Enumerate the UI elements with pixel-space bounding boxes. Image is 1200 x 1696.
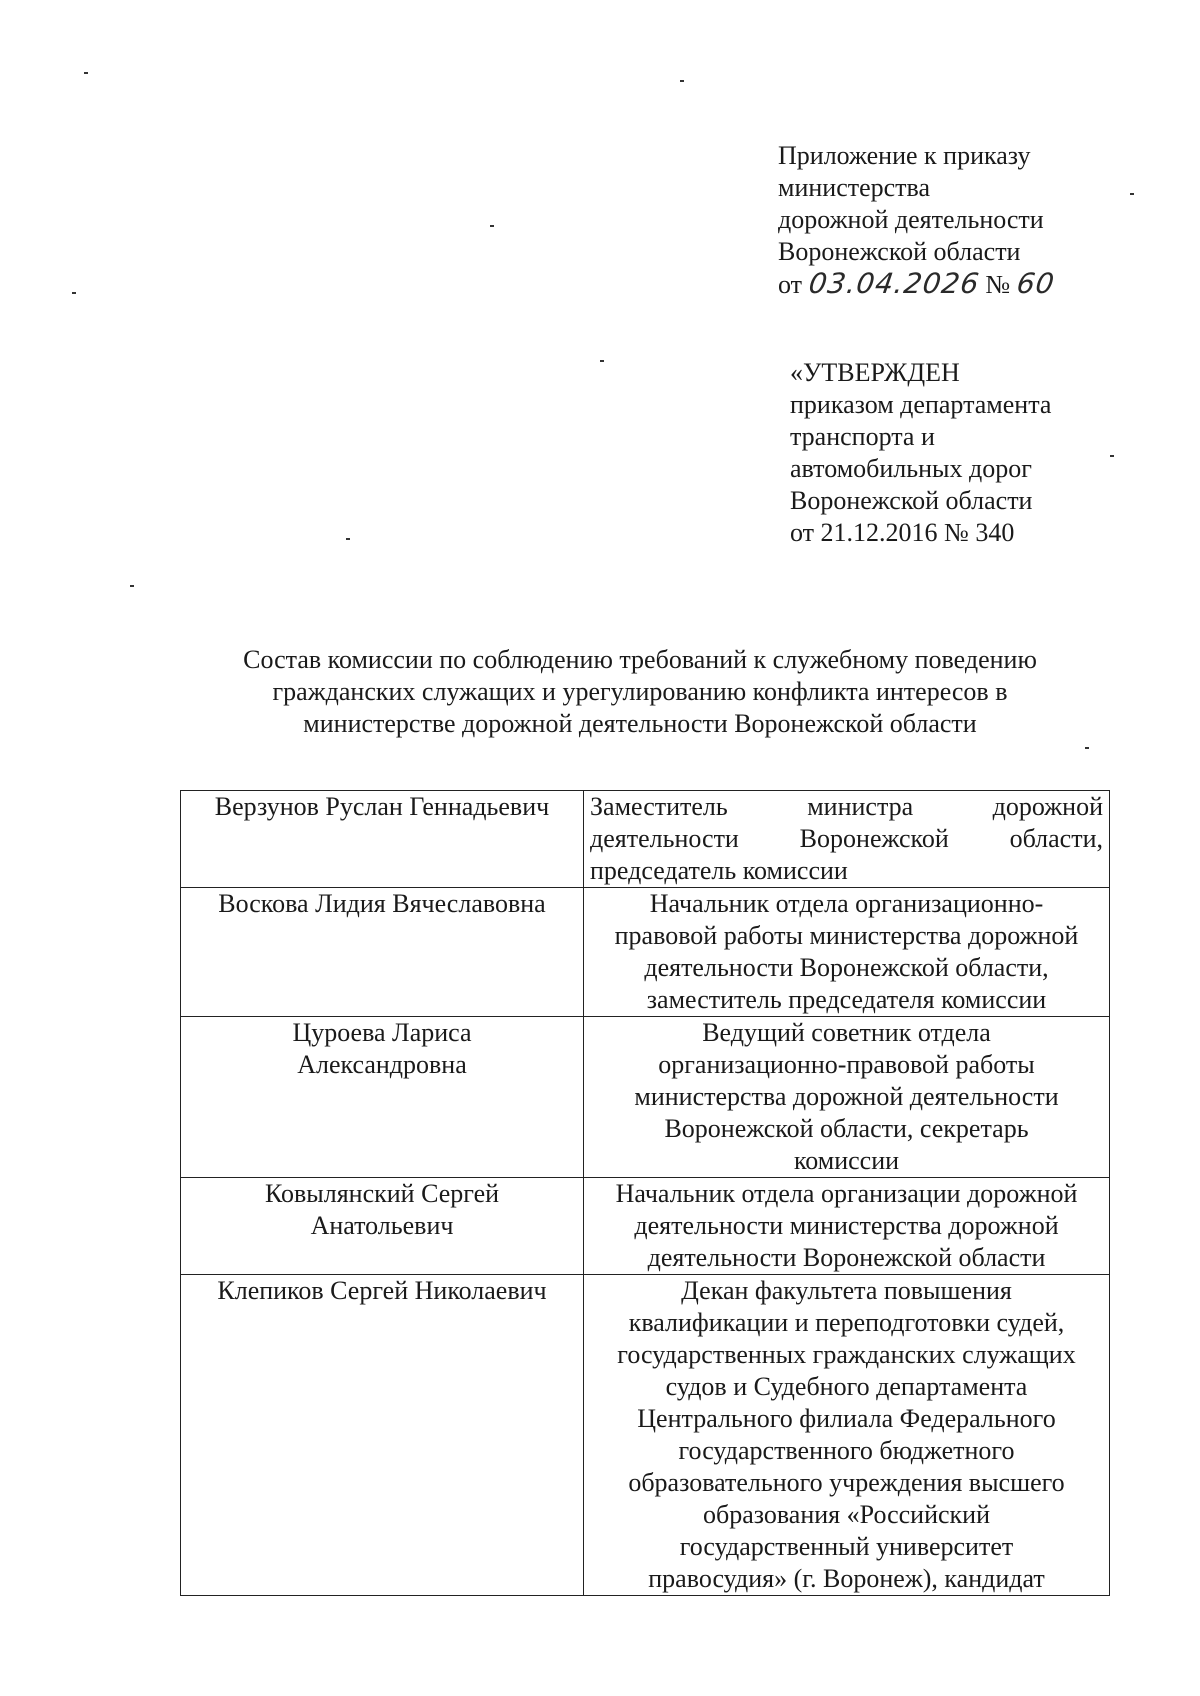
- scan-speck: [84, 72, 88, 74]
- number-label: №: [985, 270, 1011, 299]
- member-name: [181, 1017, 584, 1178]
- member-role-line: государственный университет: [679, 1532, 1014, 1561]
- table-row: [181, 1017, 1110, 1178]
- member-role-line: Начальник отдела организации дорожной: [615, 1179, 1078, 1208]
- appendix-line: дорожной деятельности: [778, 205, 1044, 234]
- appendix-line: министерства: [778, 173, 931, 202]
- table-row: [181, 888, 1110, 1017]
- member-role-line: деятельности министерства дорожной: [634, 1211, 1059, 1240]
- member-name: [181, 1275, 584, 1596]
- member-role-line: Воронежской области, секретарь: [664, 1114, 1029, 1143]
- scan-speck: [490, 225, 494, 227]
- member-name: [181, 791, 584, 888]
- member-role-line: образования «Российский: [702, 1500, 990, 1529]
- appendix-date-line: [778, 267, 1057, 301]
- member-name-line: Ковылянский Сергей: [264, 1179, 500, 1208]
- member-name-line: Анатольевич: [310, 1211, 454, 1240]
- member-role-text: Заместитель министра дорожной деятельности Воронежской области, председатель комиссии: [590, 792, 1103, 885]
- title-line: министерстве дорожной деятельности Воронежской области: [303, 709, 977, 738]
- member-role-line: организационно-правовой работы: [658, 1050, 1035, 1079]
- date-prefix: от: [778, 270, 803, 299]
- member-name-line: Воскова Лидия Вячеславовна: [218, 889, 546, 918]
- appendix-line: Воронежской области: [778, 237, 1021, 266]
- member-role: [584, 1178, 1110, 1275]
- handwritten-date: 03.04.2026: [806, 267, 982, 300]
- title-line: гражданских служащих и урегулированию конфликта интересов в: [272, 677, 1008, 706]
- scan-speck: [346, 538, 350, 540]
- table-row: [181, 791, 1110, 888]
- document-title: [160, 644, 1120, 740]
- member-role-line: квалификации и переподготовки судей,: [628, 1308, 1065, 1337]
- member-role-line: комиссии: [793, 1146, 900, 1175]
- member-role-line: деятельности Воронежской области: [647, 1243, 1046, 1272]
- member-name-line: Верзунов Руслан Геннадьевич: [214, 792, 550, 821]
- member-role-line: судов и Судебного департамента: [665, 1372, 1028, 1401]
- member-role-line: министерства дорожной деятельности: [634, 1082, 1059, 1111]
- member-role: [584, 1017, 1110, 1178]
- approved-line: автомобильных дорог: [790, 454, 1032, 483]
- member-role-line: правовой работы министерства дорожной: [614, 921, 1079, 950]
- scan-speck: [72, 292, 76, 294]
- member-role: [584, 888, 1110, 1017]
- member-role-line: государственных гражданских служащих: [617, 1340, 1076, 1369]
- member-name-line: Клепиков Сергей Николаевич: [217, 1276, 547, 1305]
- member-name: [181, 888, 584, 1017]
- scan-speck: [1110, 455, 1114, 457]
- scan-speck: [1085, 747, 1089, 749]
- approved-line: от 21.12.2016 № 340: [790, 518, 1015, 547]
- member-role-line: деятельности Воронежской области,: [644, 953, 1049, 982]
- approved-line: транспорта и: [790, 422, 935, 451]
- appendix-header: [778, 140, 1057, 301]
- table-row: [181, 1178, 1110, 1275]
- scan-speck: [130, 585, 134, 587]
- member-role-line: заместитель председателя комиссии: [646, 985, 1047, 1014]
- member-role-line: Центрального филиала Федерального: [637, 1404, 1056, 1433]
- member-role-line: образовательного учреждения высшего: [628, 1468, 1065, 1497]
- handwritten-number: 60: [1014, 267, 1057, 300]
- member-name-line: Цуроева Лариса: [292, 1018, 472, 1047]
- member-role-line: государственного бюджетного: [678, 1436, 1015, 1465]
- approved-line: приказом департамента: [790, 390, 1052, 419]
- member-name: [181, 1178, 584, 1275]
- scan-speck: [1130, 193, 1134, 195]
- member-role-line: правосудия» (г. Воронеж), кандидат: [648, 1564, 1045, 1593]
- approved-line: Воронежской области: [790, 486, 1033, 515]
- title-line: Состав комиссии по соблюдению требований к служебному поведению: [243, 645, 1037, 674]
- approved-line: «УТВЕРЖДЕН: [790, 358, 960, 387]
- member-role-line: Ведущий советник отдела: [702, 1018, 991, 1047]
- approval-stamp-text: [790, 357, 1051, 549]
- member-role-line: Начальник отдела организационно-: [649, 889, 1044, 918]
- member-role: [584, 1275, 1110, 1596]
- commission-members-table: [180, 790, 1110, 1596]
- appendix-line: Приложение к приказу: [778, 141, 1031, 170]
- table-row: [181, 1275, 1110, 1596]
- member-role-line: Декан факультета повышения: [681, 1276, 1012, 1305]
- member-name-line: Александровна: [297, 1050, 467, 1079]
- scan-speck: [680, 80, 684, 82]
- member-role: [584, 791, 1110, 888]
- scan-speck: [600, 360, 604, 362]
